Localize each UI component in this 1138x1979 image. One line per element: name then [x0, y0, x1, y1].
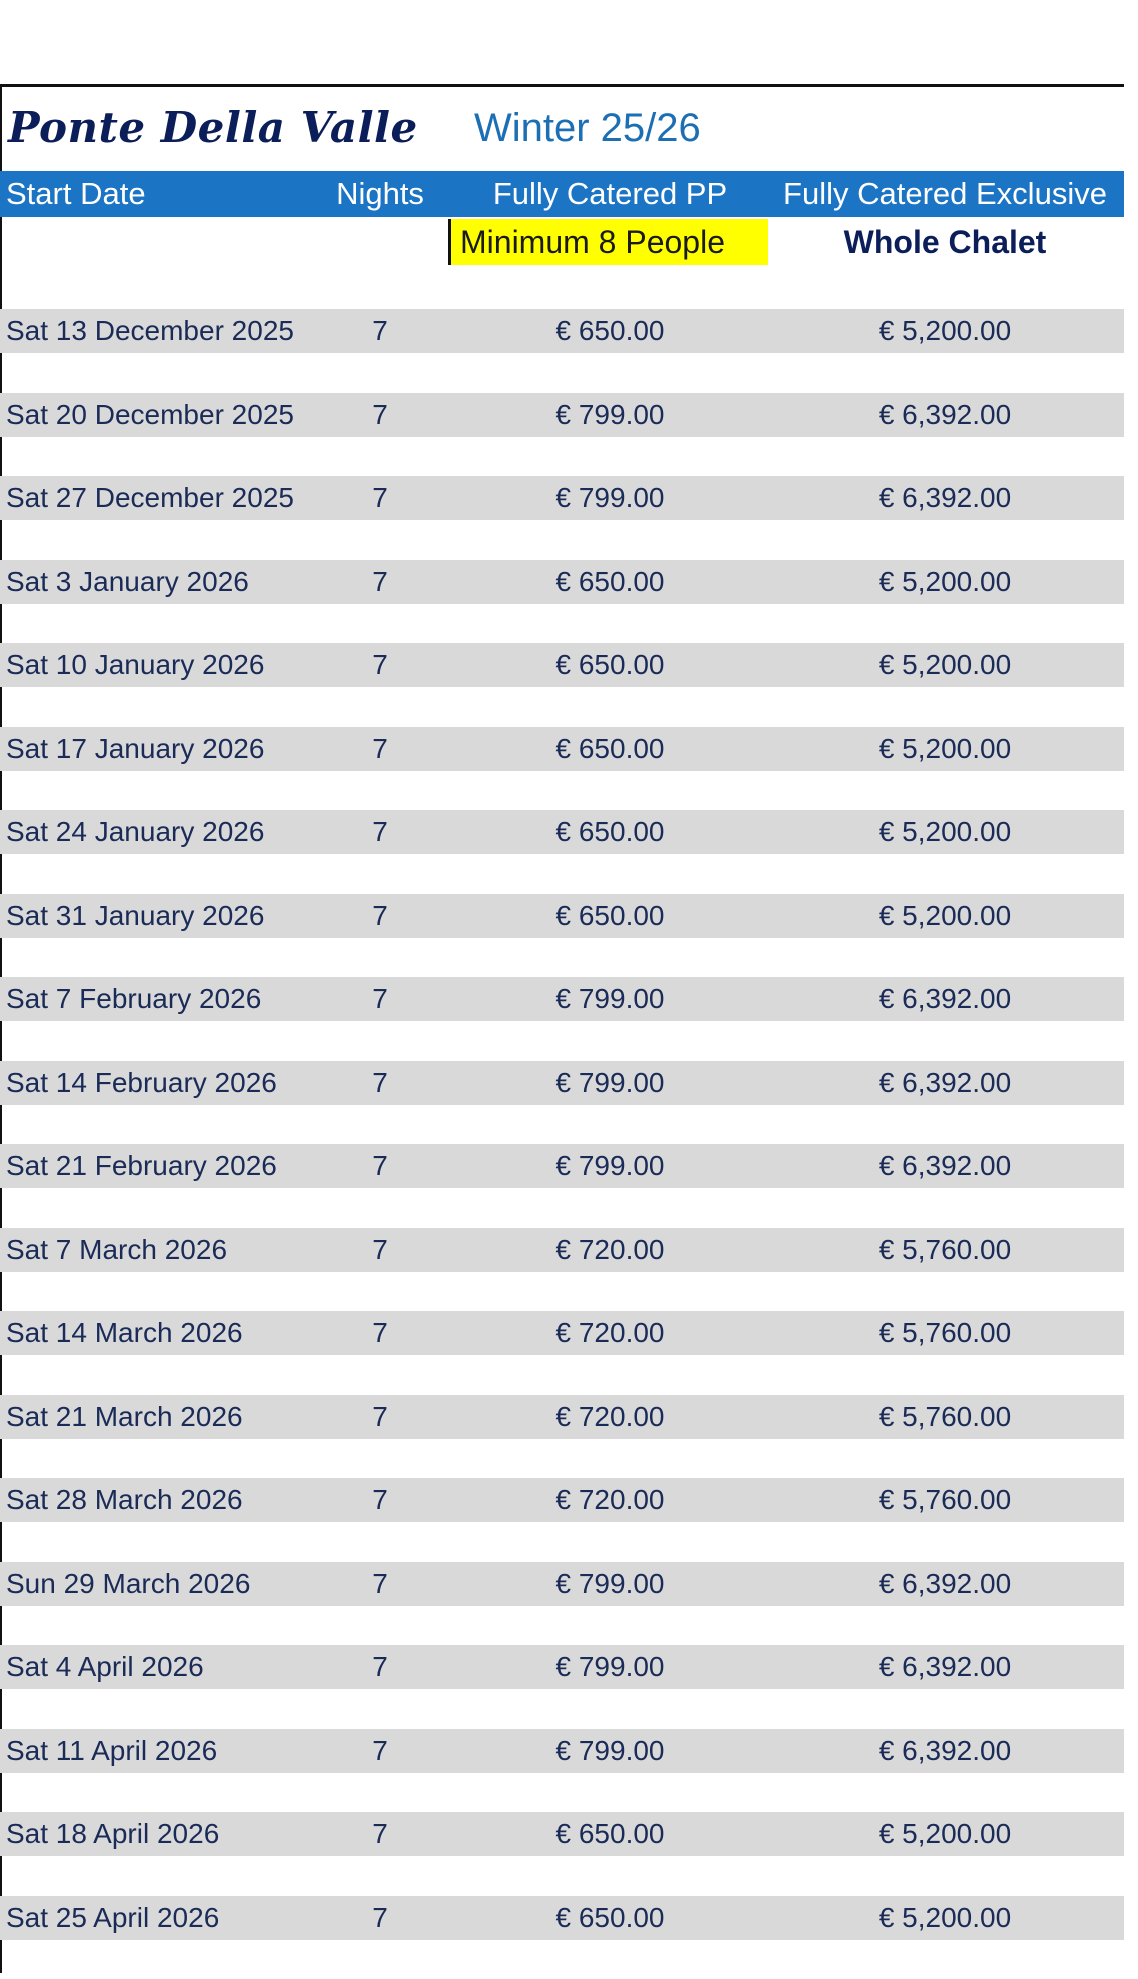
row-price-exclusive: € 5,760.00: [878, 1484, 1012, 1515]
row-start-date: Sat 21 February 2026: [6, 1150, 277, 1181]
row-nights: 7: [372, 983, 388, 1014]
row-price-pp: € 720.00: [555, 1317, 665, 1348]
row-nights: 7: [372, 1734, 388, 1766]
table-row: [0, 810, 1124, 854]
row-price-pp: € 799.00: [555, 482, 665, 513]
row-price-pp: € 650.00: [555, 315, 665, 346]
table-row: [0, 1645, 1124, 1689]
row-price-exclusive: € 5,200.00: [878, 649, 1012, 680]
row-start-date: Sat 3 January 2026: [6, 565, 249, 597]
row-price-exclusive: € 6,392.00: [878, 1651, 1012, 1682]
row-price-exclusive: € 5,760.00: [878, 1233, 1012, 1265]
row-price-exclusive: € 5,200.00: [878, 565, 1012, 597]
season-title: Winter 25/26: [474, 106, 701, 150]
table-row: [0, 727, 1124, 771]
row-price-exclusive: € 5,200.00: [878, 1901, 1012, 1933]
header-start-date: Start Date: [6, 176, 146, 211]
table-row: [0, 560, 1124, 604]
row-nights: 7: [372, 1150, 388, 1181]
minimum-people-note: Minimum 8 People: [448, 219, 768, 265]
row-price-pp: € 799.00: [555, 1734, 665, 1766]
row-price-exclusive: € 6,392.00: [878, 1734, 1012, 1766]
table-row: [0, 1478, 1124, 1522]
table-row: [0, 393, 1124, 437]
header-fully-catered-exclusive: Fully Catered Exclusive: [783, 176, 1107, 211]
row-nights: 7: [372, 482, 388, 513]
top-border: [0, 84, 1124, 87]
table-row: [0, 894, 1124, 938]
row-price-pp: € 799.00: [555, 1150, 665, 1181]
row-price-exclusive: € 5,760.00: [878, 1400, 1012, 1432]
table-row: [0, 309, 1124, 353]
row-price-pp: € 799.00: [555, 1066, 665, 1098]
row-price-pp: € 650.00: [555, 649, 665, 680]
row-nights: 7: [372, 398, 388, 430]
row-nights: 7: [372, 899, 388, 931]
row-nights: 7: [372, 1567, 388, 1599]
row-start-date: Sat 18 April 2026: [6, 1818, 220, 1849]
table-row: [0, 1562, 1124, 1606]
row-start-date: Sat 20 December 2025: [6, 398, 294, 430]
table-row: [0, 1228, 1124, 1272]
row-start-date: Sat 13 December 2025: [6, 315, 294, 346]
row-price-pp: € 720.00: [555, 1400, 665, 1432]
row-nights: 7: [372, 1400, 388, 1432]
row-price-pp: € 720.00: [555, 1233, 665, 1265]
row-price-exclusive: € 6,392.00: [878, 482, 1012, 513]
table-row: [0, 1395, 1124, 1439]
row-price-exclusive: € 5,760.00: [878, 1317, 1012, 1348]
row-price-pp: € 650.00: [555, 816, 665, 847]
row-price-pp: € 650.00: [555, 1818, 665, 1849]
row-nights: 7: [372, 1233, 388, 1265]
row-price-exclusive: € 6,392.00: [878, 1066, 1012, 1098]
row-start-date: Sat 14 March 2026: [6, 1317, 243, 1348]
row-price-pp: € 799.00: [555, 1567, 665, 1599]
table-row: [0, 476, 1124, 520]
row-price-exclusive: € 5,200.00: [878, 1818, 1012, 1849]
row-nights: 7: [372, 1818, 388, 1849]
row-nights: 7: [372, 1066, 388, 1098]
row-nights: 7: [372, 565, 388, 597]
table-row: [0, 1729, 1124, 1773]
table-row: [0, 1061, 1124, 1105]
table-row: [0, 1144, 1124, 1188]
row-price-pp: € 650.00: [555, 565, 665, 597]
row-price-pp: € 650.00: [555, 732, 665, 764]
table-row: [0, 643, 1124, 687]
row-start-date: Sat 10 January 2026: [6, 649, 265, 680]
row-nights: 7: [372, 1901, 388, 1933]
row-nights: 7: [372, 1651, 388, 1682]
row-start-date: Sat 4 April 2026: [6, 1651, 204, 1682]
row-price-exclusive: € 5,200.00: [878, 732, 1012, 764]
row-price-pp: € 799.00: [555, 983, 665, 1014]
price-rows: [0, 309, 1124, 1979]
row-price-exclusive: € 5,200.00: [878, 315, 1012, 346]
row-price-pp: € 720.00: [555, 1484, 665, 1515]
row-price-exclusive: € 5,200.00: [878, 899, 1012, 931]
row-start-date: Sat 17 January 2026: [6, 732, 265, 764]
row-price-pp: € 799.00: [555, 1651, 665, 1682]
row-start-date: Sat 27 December 2025: [6, 482, 294, 513]
row-start-date: Sat 11 April 2026: [6, 1734, 218, 1766]
row-nights: 7: [372, 1317, 388, 1348]
row-price-exclusive: € 6,392.00: [878, 1567, 1012, 1599]
row-price-exclusive: € 6,392.00: [878, 398, 1012, 430]
whole-chalet-note: Whole Chalet: [843, 224, 1047, 260]
row-start-date: Sun 29 March 2026: [6, 1567, 251, 1599]
row-price-exclusive: € 6,392.00: [878, 983, 1012, 1014]
row-start-date: Sat 28 March 2026: [6, 1484, 243, 1515]
row-price-pp: € 650.00: [555, 1901, 665, 1933]
row-nights: 7: [372, 732, 388, 764]
row-price-pp: € 799.00: [555, 398, 665, 430]
table-row: [0, 1311, 1124, 1355]
row-start-date: Sat 25 April 2026: [6, 1901, 220, 1933]
header-nights: Nights: [336, 176, 424, 211]
header-fully-catered-pp: Fully Catered PP: [492, 176, 728, 211]
table-row: [0, 1812, 1124, 1856]
row-start-date: Sat 31 January 2026: [6, 899, 265, 931]
row-start-date: Sat 7 February 2026: [6, 983, 262, 1014]
row-nights: 7: [372, 649, 388, 680]
row-price-exclusive: € 5,200.00: [878, 816, 1012, 847]
row-start-date: Sat 14 February 2026: [6, 1066, 277, 1098]
row-nights: 7: [372, 1484, 388, 1515]
row-price-exclusive: € 6,392.00: [878, 1150, 1012, 1181]
chalet-name: Ponte Della Valle: [8, 103, 418, 152]
row-start-date: Sat 24 January 2026: [6, 816, 265, 847]
row-start-date: Sat 21 March 2026: [6, 1400, 243, 1432]
table-row: [0, 977, 1124, 1021]
row-price-pp: € 650.00: [555, 899, 665, 931]
table-row: [0, 1896, 1124, 1940]
row-start-date: Sat 7 March 2026: [6, 1233, 228, 1265]
row-nights: 7: [372, 315, 388, 346]
row-nights: 7: [372, 816, 388, 847]
